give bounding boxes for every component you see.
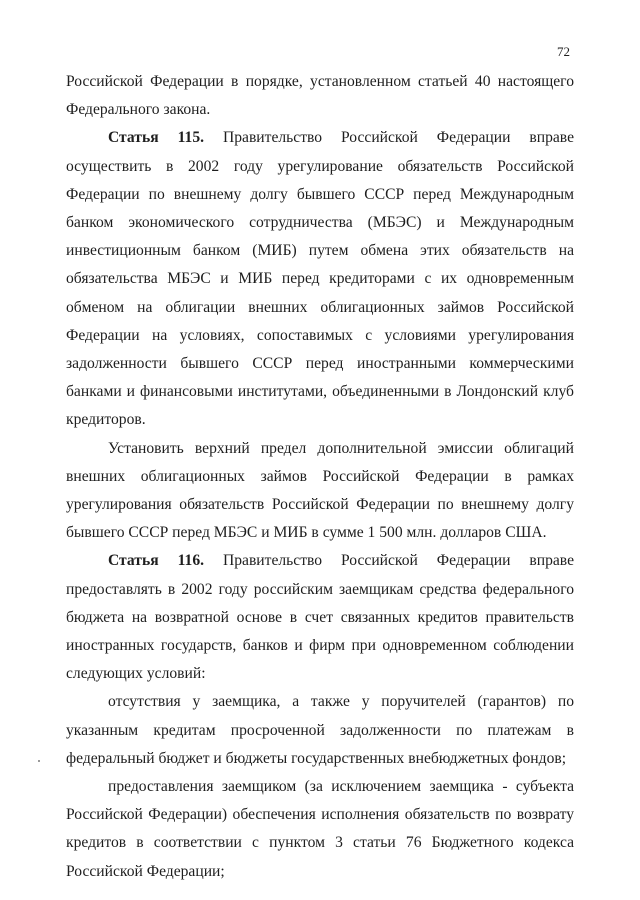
article-116-heading: Статья 116. bbox=[108, 552, 205, 570]
paragraph-text: отсутствия у заемщика, а также у поручителей (гарантов) по указанным кредитам просроченной задолженности по платежам в федеральный бюджет и бюджеты государственных внебюджетных фондов; bbox=[66, 693, 574, 767]
paragraph-text: Установить верхний предел дополнительной эмиссии облигаций внешних облигационных займов Российской Федерации в рамках урегулирования обязательств Российской Федерации по внешнему долгу бывшего СССР перед МБЭС и МИБ в сумме 1 500 млн. долларов США. bbox=[66, 439, 574, 542]
paragraph-text: предоставления заемщиком (за исключением заемщика - субъекта Российской Федерации) обеспечения исполнения обязательств по возврату кредитов в соответствии с пунктом 3 статьи 76 Бюджетного кодекса Российской Федерации; bbox=[66, 778, 574, 880]
paragraph-text: Правительство Российской Федерации вправе предоставлять в 2002 году российским заемщикам средства федерального бюджета на возвратной основе в счет связанных кредитов правительств иностранных государств, банков и фирм при одновременном соблюдении следующих условий: bbox=[66, 552, 575, 683]
condition-security-paragraph bbox=[66, 773, 574, 886]
article-115-heading: Статья 115. bbox=[108, 129, 205, 147]
emission-limit-paragraph bbox=[66, 435, 574, 548]
paragraph-text: Российской Федерации в порядке, установленном статьей 40 настоящего Федерального закона. bbox=[66, 73, 574, 119]
article-115-paragraph bbox=[66, 124, 574, 434]
scan-speck bbox=[38, 760, 40, 762]
article-116-paragraph bbox=[66, 547, 574, 688]
paragraph-continuation bbox=[66, 68, 574, 124]
page-number: 72 bbox=[557, 44, 570, 59]
paragraph-text: Правительство Российской Федерации вправе осуществить в 2002 году урегулирование обязательств Российской Федерации по внешнему долгу бывшего СССР перед Международным банком экономического сотрудничества (МБЭС) и Международным инвестиционным банком (МИБ) путем обмена этих обязательств на обязательства МБЭС и МИБ перед кредиторами с их одновременным обменом на облигации внешних облигационных займов Российской Федерации на условиях, сопоставимых с условиями урегулирования задолженности бывшего СССР перед иностранными коммерческими банками и финансовыми институтами, объединенными в Лондонский клуб кредиторов. bbox=[66, 129, 575, 429]
document-body bbox=[66, 68, 574, 886]
condition-no-arrears-paragraph bbox=[66, 688, 574, 773]
